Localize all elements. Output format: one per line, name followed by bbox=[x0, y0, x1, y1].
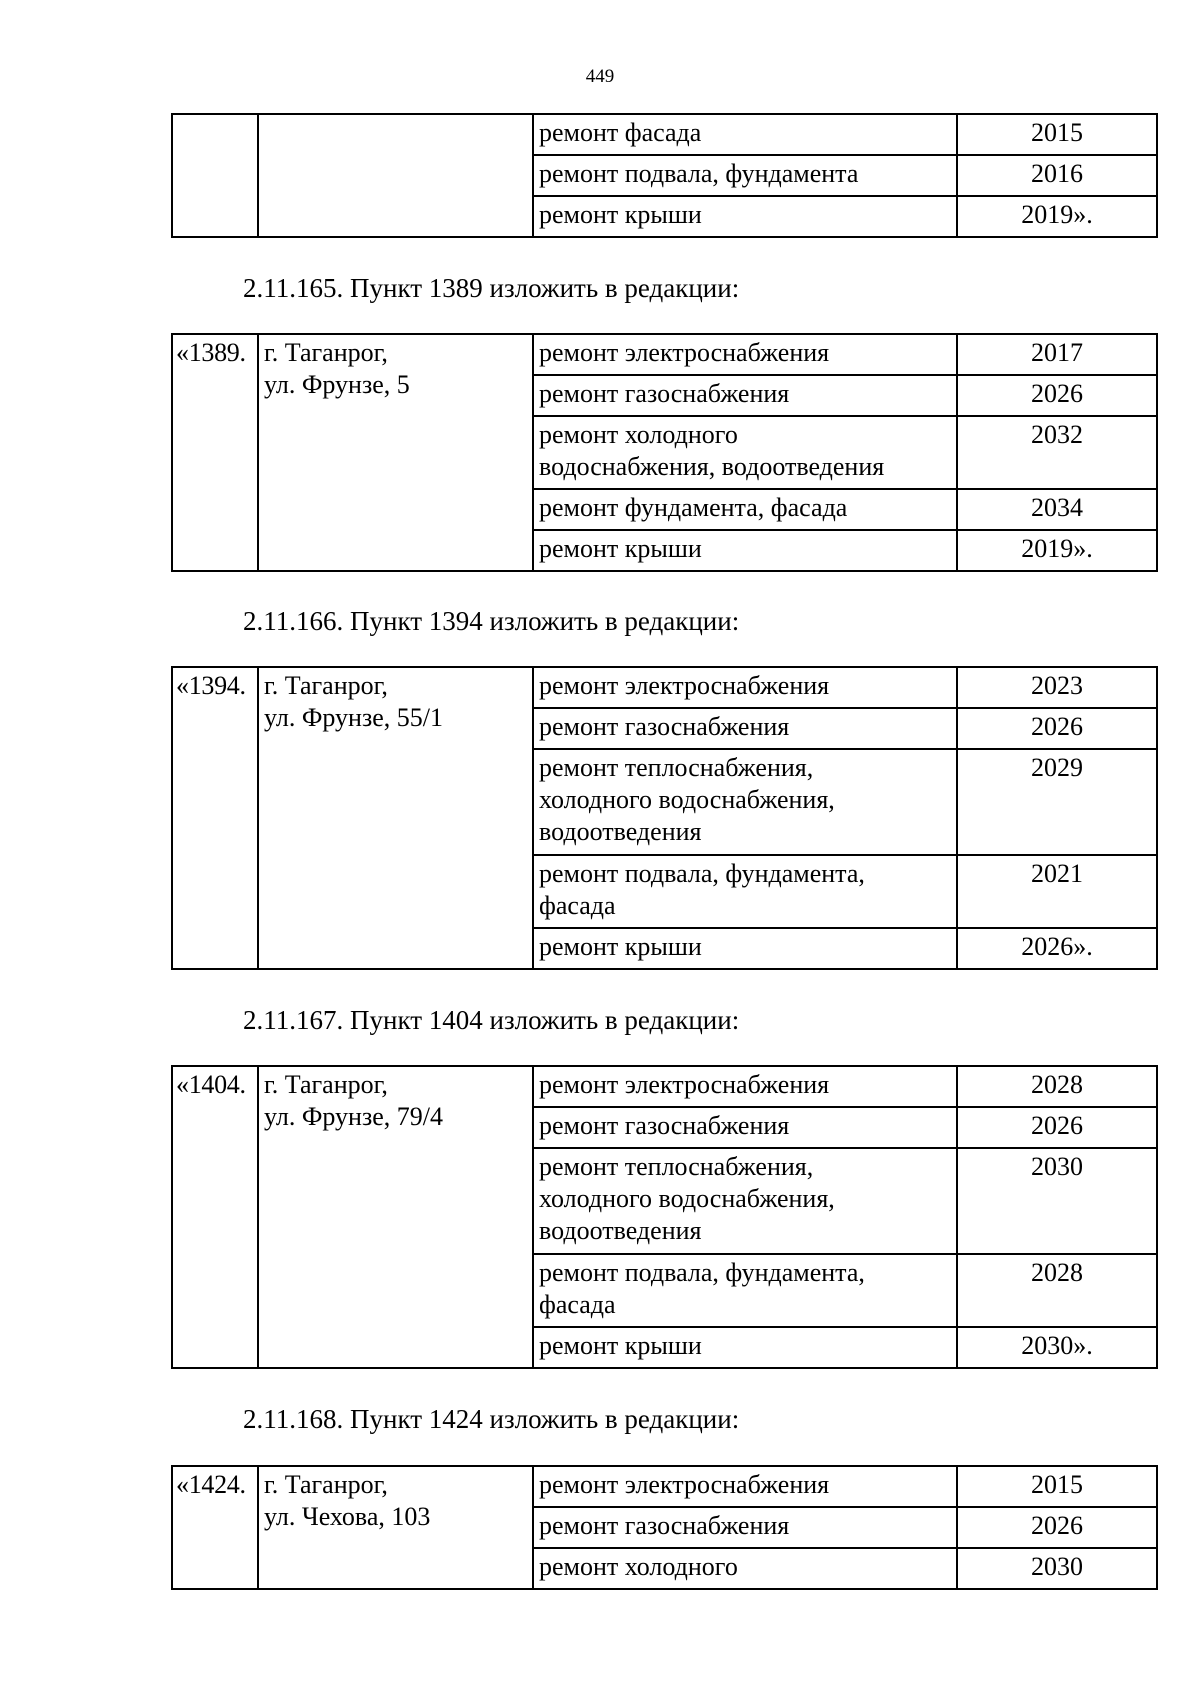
work-cell bbox=[533, 530, 957, 571]
amendment-table bbox=[171, 666, 1158, 970]
year-cell: 2016 bbox=[957, 155, 1157, 196]
work-cell bbox=[533, 1466, 957, 1507]
amendment-table bbox=[171, 333, 1158, 572]
work-line: ремонт теплоснабжения, bbox=[539, 1152, 814, 1181]
year-cell: 2023 bbox=[957, 667, 1157, 708]
year-cell: 2026 bbox=[957, 1507, 1157, 1548]
work-cell bbox=[533, 749, 957, 855]
work-cell: ремонт крыши bbox=[533, 196, 957, 237]
work-line: ремонт газоснабжения bbox=[539, 379, 790, 408]
work-line: ремонт крыши bbox=[539, 1331, 702, 1360]
item-number: «1394. bbox=[172, 667, 258, 969]
year-cell: 2028 bbox=[957, 1254, 1157, 1327]
page-number: 449 bbox=[585, 66, 615, 87]
work-line: ремонт электроснабжения bbox=[539, 671, 830, 700]
section-heading: 2.11.167. Пункт 1404 изложить в редакции: bbox=[243, 1005, 740, 1035]
number-cell bbox=[172, 114, 258, 237]
work-cell bbox=[533, 489, 957, 530]
work-cell bbox=[533, 334, 957, 375]
item-number: «1389. bbox=[172, 334, 258, 571]
year-cell: 2019». bbox=[957, 196, 1157, 237]
address-cell bbox=[258, 1066, 533, 1368]
year-cell: 2026». bbox=[957, 928, 1157, 969]
section-heading: 2.11.168. Пункт 1424 изложить в редакции: bbox=[243, 1404, 740, 1434]
table-row bbox=[172, 114, 1157, 155]
address-city: г. Таганрог, bbox=[264, 1470, 388, 1499]
address-street: ул. Чехова, 103 bbox=[264, 1502, 431, 1531]
year-cell: 2030 bbox=[957, 1148, 1157, 1254]
year-cell: 2015 bbox=[957, 114, 1157, 155]
year-cell: 2017 bbox=[957, 334, 1157, 375]
work-cell bbox=[533, 1507, 957, 1548]
work-line: ремонт холодного bbox=[539, 1552, 738, 1581]
year-cell: 2029 bbox=[957, 749, 1157, 855]
work-line: ремонт электроснабжения bbox=[539, 1470, 830, 1499]
work-cell bbox=[533, 1548, 957, 1589]
work-line: ремонт подвала, фундамента, bbox=[539, 859, 865, 888]
work-cell bbox=[533, 928, 957, 969]
work-cell bbox=[533, 667, 957, 708]
work-cell: ремонт подвала, фундамента bbox=[533, 155, 957, 196]
address-city: г. Таганрог, bbox=[264, 338, 388, 367]
work-cell bbox=[533, 1148, 957, 1254]
year-cell: 2026 bbox=[957, 1107, 1157, 1148]
work-cell: ремонт фасада bbox=[533, 114, 957, 155]
work-line: ремонт теплоснабжения, bbox=[539, 753, 814, 782]
work-line: ремонт крыши bbox=[539, 932, 702, 961]
year-cell: 2028 bbox=[957, 1066, 1157, 1107]
work-cell bbox=[533, 375, 957, 416]
work-line: ремонт крыши bbox=[539, 534, 702, 563]
work-line: фасада bbox=[539, 1290, 616, 1319]
address-street: ул. Фрунзе, 79/4 bbox=[264, 1102, 443, 1131]
table-row bbox=[172, 334, 1157, 375]
section-heading: 2.11.165. Пункт 1389 изложить в редакции: bbox=[243, 273, 740, 303]
work-cell bbox=[533, 1254, 957, 1327]
table-row bbox=[172, 667, 1157, 708]
work-line: водоотведения bbox=[539, 1216, 702, 1245]
year-cell: 2021 bbox=[957, 855, 1157, 928]
work-line: ремонт электроснабжения bbox=[539, 1070, 830, 1099]
address-street: ул. Фрунзе, 55/1 bbox=[264, 703, 443, 732]
item-number: «1404. bbox=[172, 1066, 258, 1368]
year-cell: 2030». bbox=[957, 1327, 1157, 1368]
continuation-table bbox=[171, 113, 1158, 238]
work-line: ремонт газоснабжения bbox=[539, 1111, 790, 1140]
work-cell bbox=[533, 1066, 957, 1107]
work-line: ремонт фундамента, фасада bbox=[539, 493, 848, 522]
work-line: ремонт газоснабжения bbox=[539, 712, 790, 741]
section-heading: 2.11.166. Пункт 1394 изложить в редакции: bbox=[243, 606, 740, 636]
address-cell bbox=[258, 334, 533, 571]
work-line: ремонт газоснабжения bbox=[539, 1511, 790, 1540]
table-row bbox=[172, 1066, 1157, 1107]
address-cell bbox=[258, 114, 533, 237]
year-cell: 2019». bbox=[957, 530, 1157, 571]
work-cell bbox=[533, 708, 957, 749]
work-line: ремонт электроснабжения bbox=[539, 338, 830, 367]
address-street: ул. Фрунзе, 5 bbox=[264, 370, 410, 399]
amendment-table bbox=[171, 1465, 1158, 1590]
table-row bbox=[172, 1466, 1157, 1507]
work-line: водоотведения bbox=[539, 817, 702, 846]
work-line: водоснабжения, водоотведения bbox=[539, 452, 885, 481]
work-cell bbox=[533, 1327, 957, 1368]
work-cell bbox=[533, 1107, 957, 1148]
amendment-table bbox=[171, 1065, 1158, 1369]
work-line: холодного водоснабжения, bbox=[539, 785, 835, 814]
work-line: холодного водоснабжения, bbox=[539, 1184, 835, 1213]
work-line: ремонт холодного bbox=[539, 420, 738, 449]
year-cell: 2032 bbox=[957, 416, 1157, 489]
address-cell bbox=[258, 1466, 533, 1589]
year-cell: 2015 bbox=[957, 1466, 1157, 1507]
work-line: ремонт подвала, фундамента, bbox=[539, 1258, 865, 1287]
work-cell bbox=[533, 855, 957, 928]
address-city: г. Таганрог, bbox=[264, 671, 388, 700]
year-cell: 2026 bbox=[957, 708, 1157, 749]
item-number: «1424. bbox=[172, 1466, 258, 1589]
year-cell: 2026 bbox=[957, 375, 1157, 416]
address-city: г. Таганрог, bbox=[264, 1070, 388, 1099]
year-cell: 2034 bbox=[957, 489, 1157, 530]
work-line: фасада bbox=[539, 891, 616, 920]
work-cell bbox=[533, 416, 957, 489]
address-cell bbox=[258, 667, 533, 969]
year-cell: 2030 bbox=[957, 1548, 1157, 1589]
